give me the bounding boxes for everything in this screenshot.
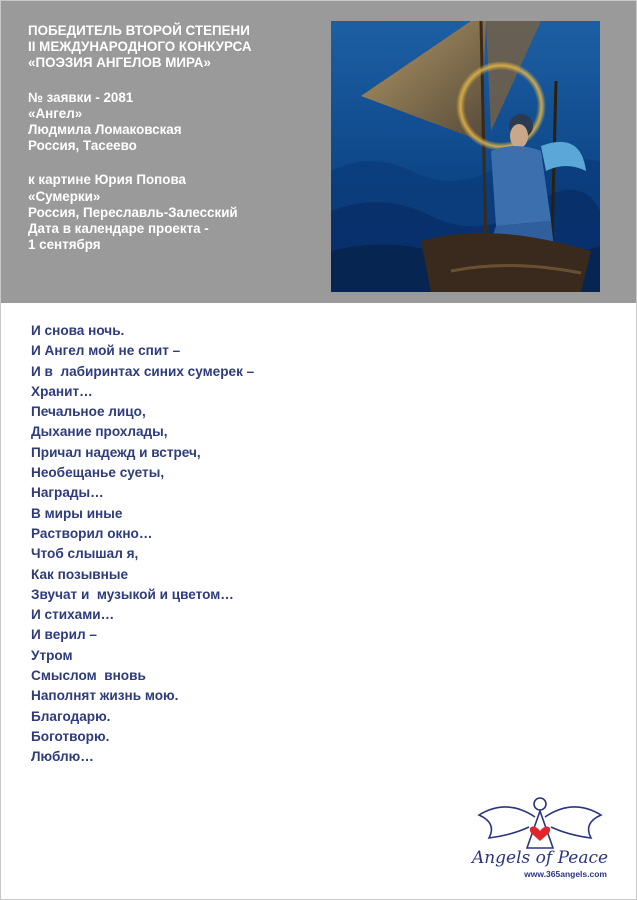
calendar-date-label: Дата в календаре проекта -: [28, 221, 209, 237]
author-location: Россия, Тасеево: [28, 138, 137, 154]
poem-line: Причал надежд и встреч,: [31, 444, 201, 460]
calendar-date: 1 сентября: [28, 237, 101, 253]
logo-url: www.365angels.com: [524, 869, 607, 879]
award-title-line: ПОБЕДИТЕЛЬ ВТОРОЙ СТЕПЕНИ: [28, 23, 250, 38]
poem-line: Утром: [31, 647, 73, 663]
award-title-line: «ПОЭЗИЯ АНГЕЛОВ МИРА»: [28, 55, 211, 71]
poem-line: Хранит…: [31, 383, 93, 399]
poem-line: Чтоб слышал я,: [31, 546, 139, 562]
poem-line: Благодарю.: [31, 708, 111, 724]
poem-line: Награды…: [31, 485, 104, 501]
poem-line: Боготворю.: [31, 728, 110, 744]
painter-location: Россия, Переславль-Залесский: [28, 204, 238, 220]
header-panel: [1, 1, 636, 303]
poem-line: Как позывные: [31, 566, 129, 582]
poem-line: Необещанье суеты,: [31, 465, 165, 481]
logo-title: Angels of Peace: [471, 848, 609, 868]
poem-line: Смыслом вновь: [31, 668, 146, 684]
poem-title: «Ангел»: [28, 105, 83, 121]
poem-line: Растворил окно…: [31, 525, 153, 541]
award-title-line: II МЕЖДУНАРОДНОГО КОНКУРСА: [28, 39, 252, 55]
poem-line: Дыхание прохлады,: [31, 424, 168, 440]
poem-line: И стихами…: [31, 607, 115, 623]
application-number: № заявки - 2081: [28, 89, 134, 105]
poem-line: Печальное лицо,: [31, 404, 146, 420]
angels-of-peace-logo: [467, 793, 613, 885]
painting-image: [331, 21, 600, 292]
award-info: [28, 23, 318, 253]
angel-heart-icon: [467, 793, 613, 853]
author-name: Людмила Ломаковская: [28, 122, 182, 138]
poem-line: Звучат и музыкой и цветом…: [31, 586, 234, 602]
painting-reference: к картине Юрия Попова: [28, 172, 186, 188]
painting-title: «Сумерки»: [28, 188, 101, 204]
poem-line: И снова ночь.: [31, 323, 125, 338]
poem-line: И в лабиринтах синих сумерек –: [31, 363, 255, 379]
poem-line: В миры иные: [31, 505, 123, 521]
poem-line: И Ангел мой не спит –: [31, 343, 181, 359]
poem-line: Наполнят жизнь мою.: [31, 688, 179, 704]
poem-line: И верил –: [31, 627, 97, 643]
poem-text: [31, 321, 431, 768]
poem-line: Люблю…: [31, 749, 94, 765]
